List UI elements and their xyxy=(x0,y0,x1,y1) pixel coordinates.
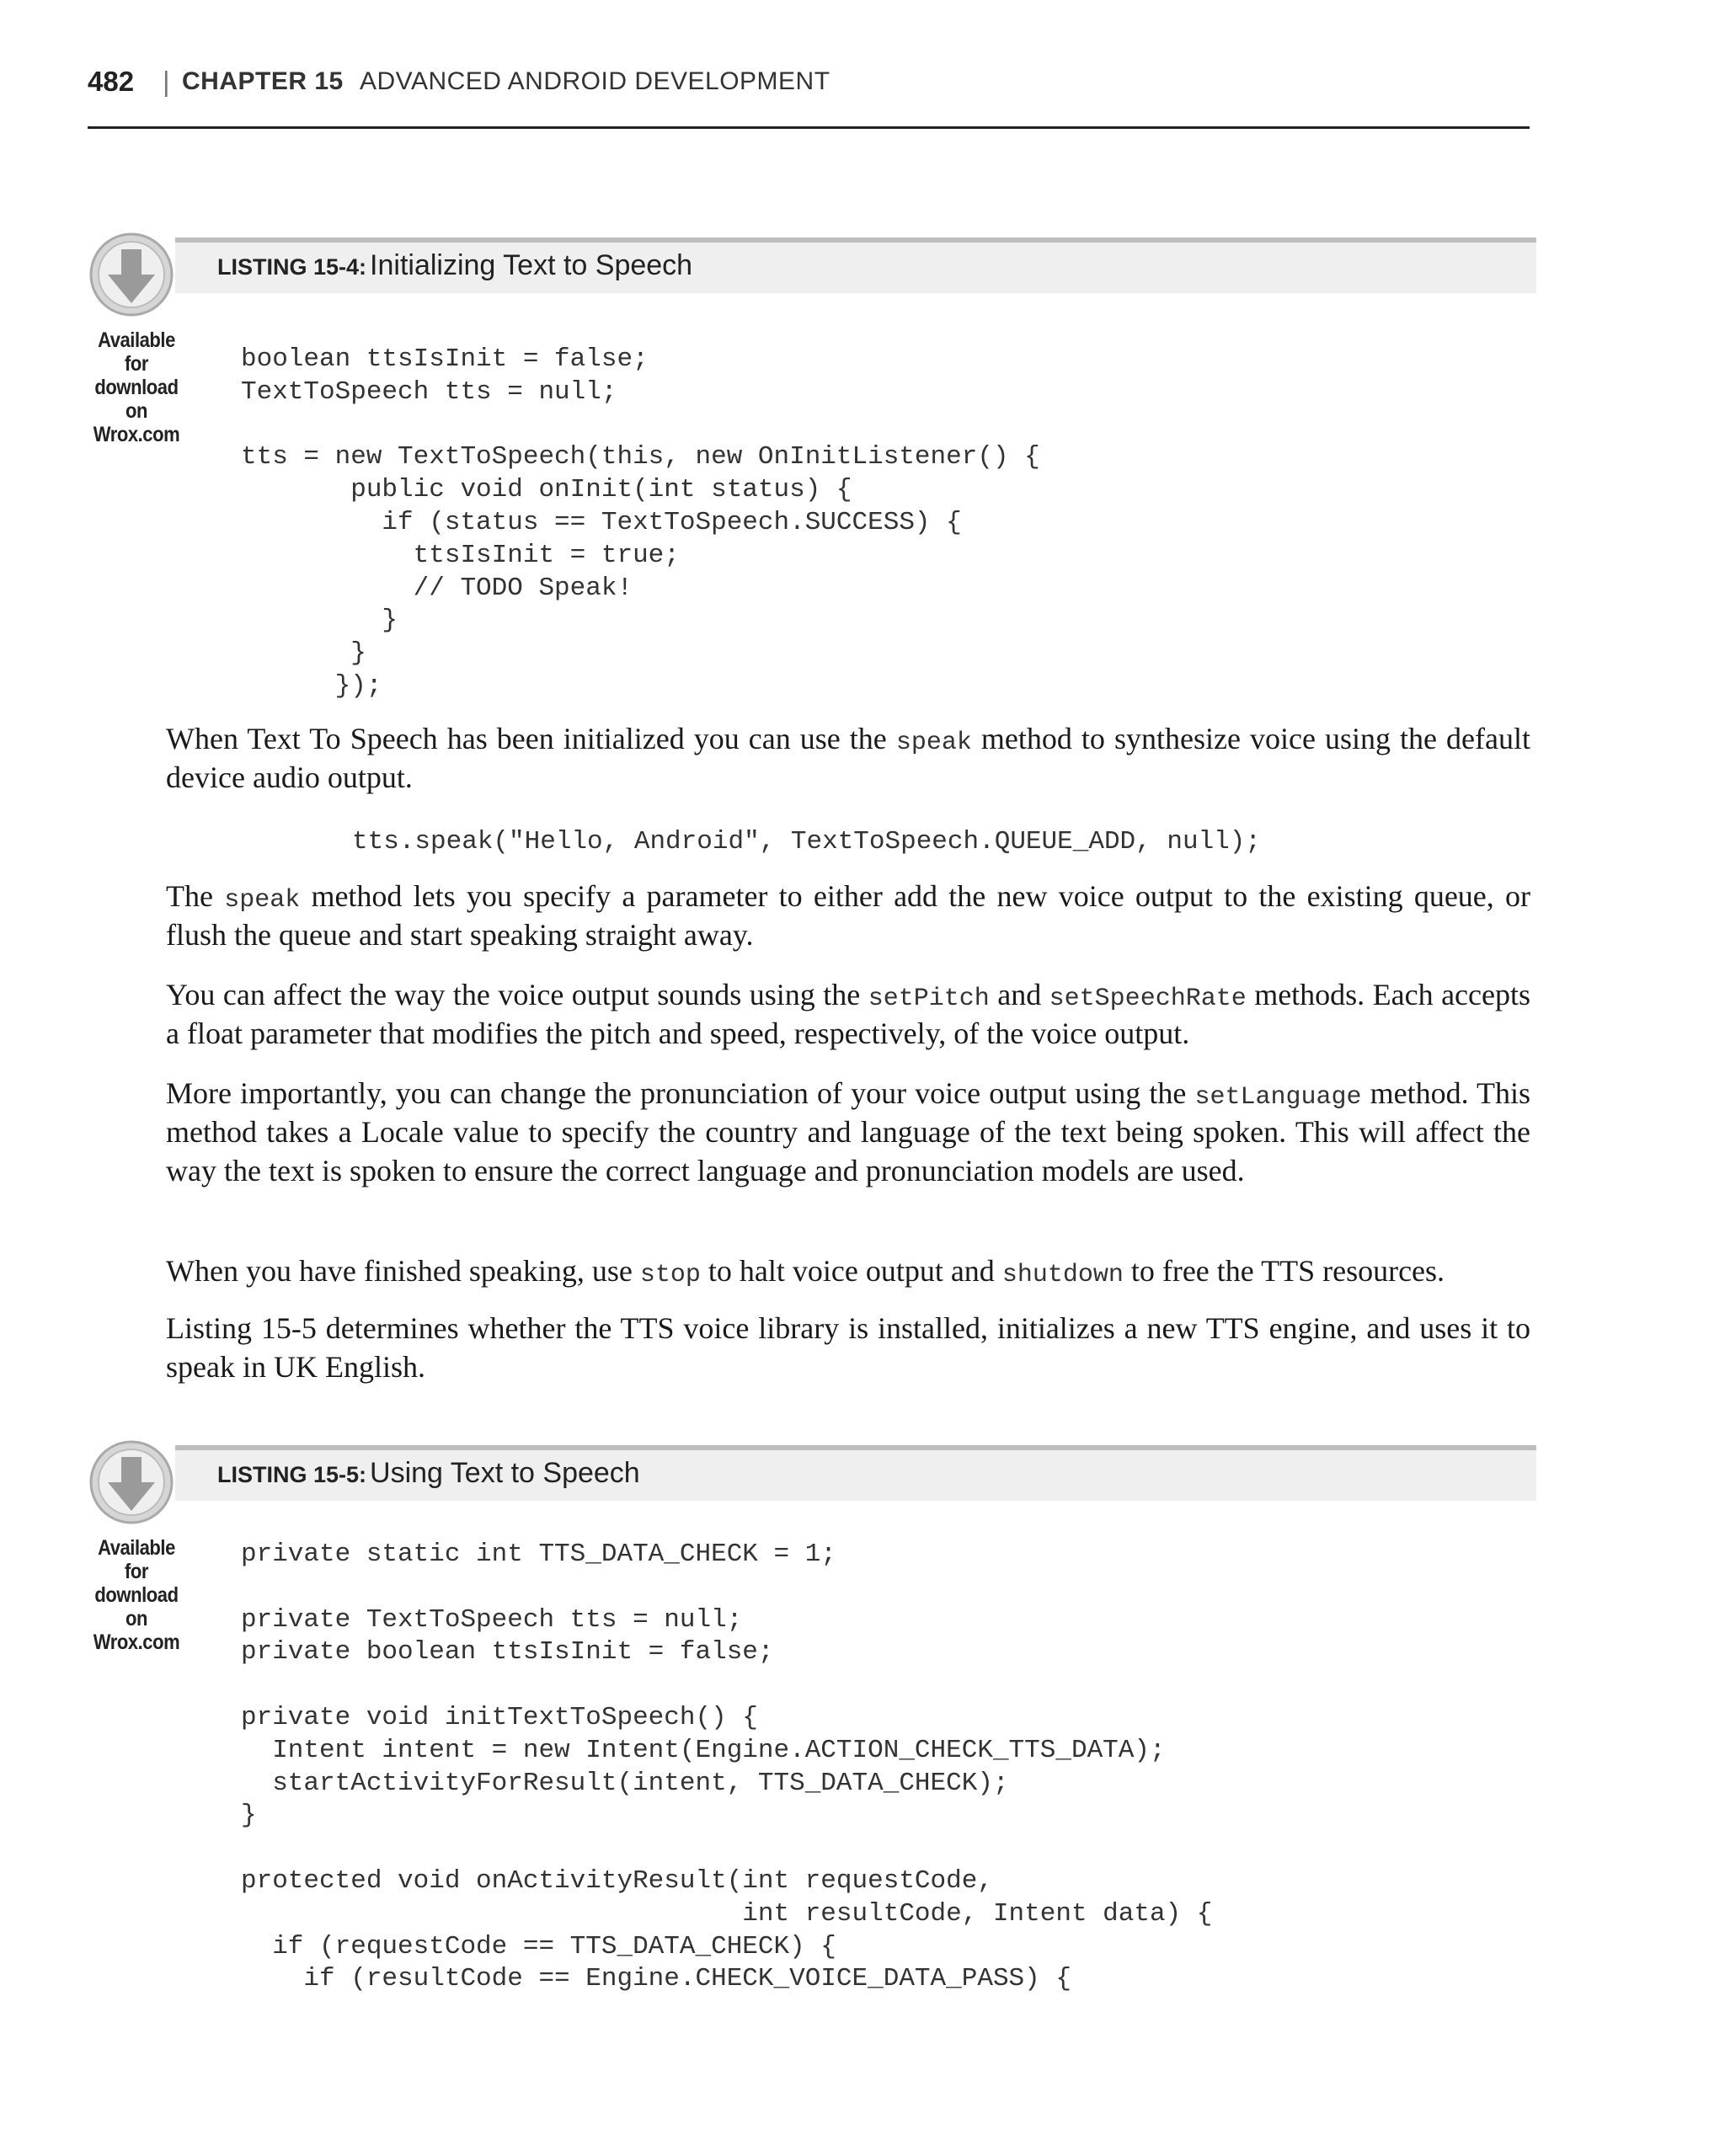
download-note-line: Available for xyxy=(98,1536,175,1583)
inline-code: setPitch xyxy=(868,985,990,1013)
chapter-title: ADVANCED ANDROID DEVELOPMENT xyxy=(360,67,830,95)
chapter-label: CHAPTER 15 xyxy=(182,67,344,95)
paragraph xyxy=(166,975,1530,1053)
para-text: method lets you specify a parameter to either add the new voice output to the existing queue, or flush the queue and start speaking straight away. xyxy=(166,879,1530,952)
listing-15-5-banner xyxy=(88,1445,1536,1502)
para-text: to free the TTS resources. xyxy=(1123,1254,1445,1288)
listing-15-5-code: private static int TTS_DATA_CHECK = 1; private TextToSpeech tts = null; private boolean ttsIsInit = false; private void initTextToSpeech() { Intent intent = new Intent(Engine.ACTION_CHECK_TTS_DATA); startActivityForResult(intent, TTS_DATA_CHECK); } protected void onActivityResult(int requestCode, int resultCode, Intent data) { if (requestCode == TTS_DATA_CHECK) { if (resultCode == Engine.CHECK_VOICE_DATA_PASS) { xyxy=(241,1540,1213,1994)
para-text: methods. Each accepts a float parameter that modifies the pitch and speed, respectively, of the voice output. xyxy=(166,978,1530,1050)
para-text: Listing 15-5 determines whether the TTS voice library is installed, initializes a new TTS engine, and uses it to speak in UK English. xyxy=(166,1311,1530,1384)
paragraph xyxy=(166,1074,1530,1190)
paragraph xyxy=(166,877,1530,954)
download-note xyxy=(88,1536,184,1654)
download-note xyxy=(88,328,184,446)
para-text: method. This method takes a Locale value to specify the country and language of the text being spoken. This will affect the way the text is spoken to ensure the correct language and pronunciation models are used. xyxy=(166,1076,1530,1187)
speak-call-code: tts.speak("Hello, Android", TextToSpeech.QUEUE_ADD, null); xyxy=(352,827,1261,857)
para-text: The xyxy=(166,879,225,913)
para-text: When Text To Speech has been initialized you can use the xyxy=(166,722,896,755)
inline-code: setLanguage xyxy=(1194,1083,1362,1112)
para-text: to halt voice output and xyxy=(700,1254,1002,1288)
inline-code: speak xyxy=(895,728,972,757)
paragraph xyxy=(166,719,1530,797)
download-note-line: download on xyxy=(94,1583,179,1630)
para-text: When you have finished speaking, use xyxy=(166,1254,640,1288)
inline-code: shutdown xyxy=(1001,1261,1124,1289)
download-note-line: Wrox.com xyxy=(93,1630,180,1654)
header-separator: | xyxy=(163,66,170,97)
para-text: and xyxy=(989,978,1049,1011)
inline-code: stop xyxy=(639,1261,701,1289)
paragraph xyxy=(166,1251,1530,1290)
para-text: More importantly, you can change the pronunciation of your voice output using the xyxy=(166,1076,1195,1110)
download-icon xyxy=(88,231,175,318)
listing-caption xyxy=(217,249,692,282)
listing-label: LISTING 15-5: xyxy=(217,1462,367,1487)
inline-code: setSpeechRate xyxy=(1049,985,1247,1013)
paragraph xyxy=(166,1309,1530,1386)
para-text: method to synthesize voice using the default device audio output. xyxy=(166,722,1531,794)
download-note-line: Available for xyxy=(98,328,175,376)
download-note-line: download on xyxy=(94,376,179,423)
header-rule xyxy=(88,126,1530,129)
listing-title: Using Text to Speech xyxy=(370,1457,640,1489)
para-text: You can affect the way the voice output sounds using the xyxy=(166,978,868,1011)
listing-15-4-code: boolean ttsIsInit = false; TextToSpeech tts = null; tts = new TextToSpeech(this, new OnInitListener() { public void onInit(int status) { if (status == TextToSpeech.SUCCESS) { ttsIsInit = true; // TODO Speak! } } }); xyxy=(241,344,1040,701)
download-note-line: Wrox.com xyxy=(93,423,180,446)
download-icon xyxy=(88,1438,175,1526)
page-number: 482 xyxy=(88,66,135,97)
inline-code: speak xyxy=(224,886,301,915)
listing-15-4-banner xyxy=(88,237,1536,295)
listing-label: LISTING 15-4: xyxy=(217,254,367,280)
listing-caption xyxy=(217,1457,640,1490)
listing-title: Initializing Text to Speech xyxy=(370,249,693,281)
